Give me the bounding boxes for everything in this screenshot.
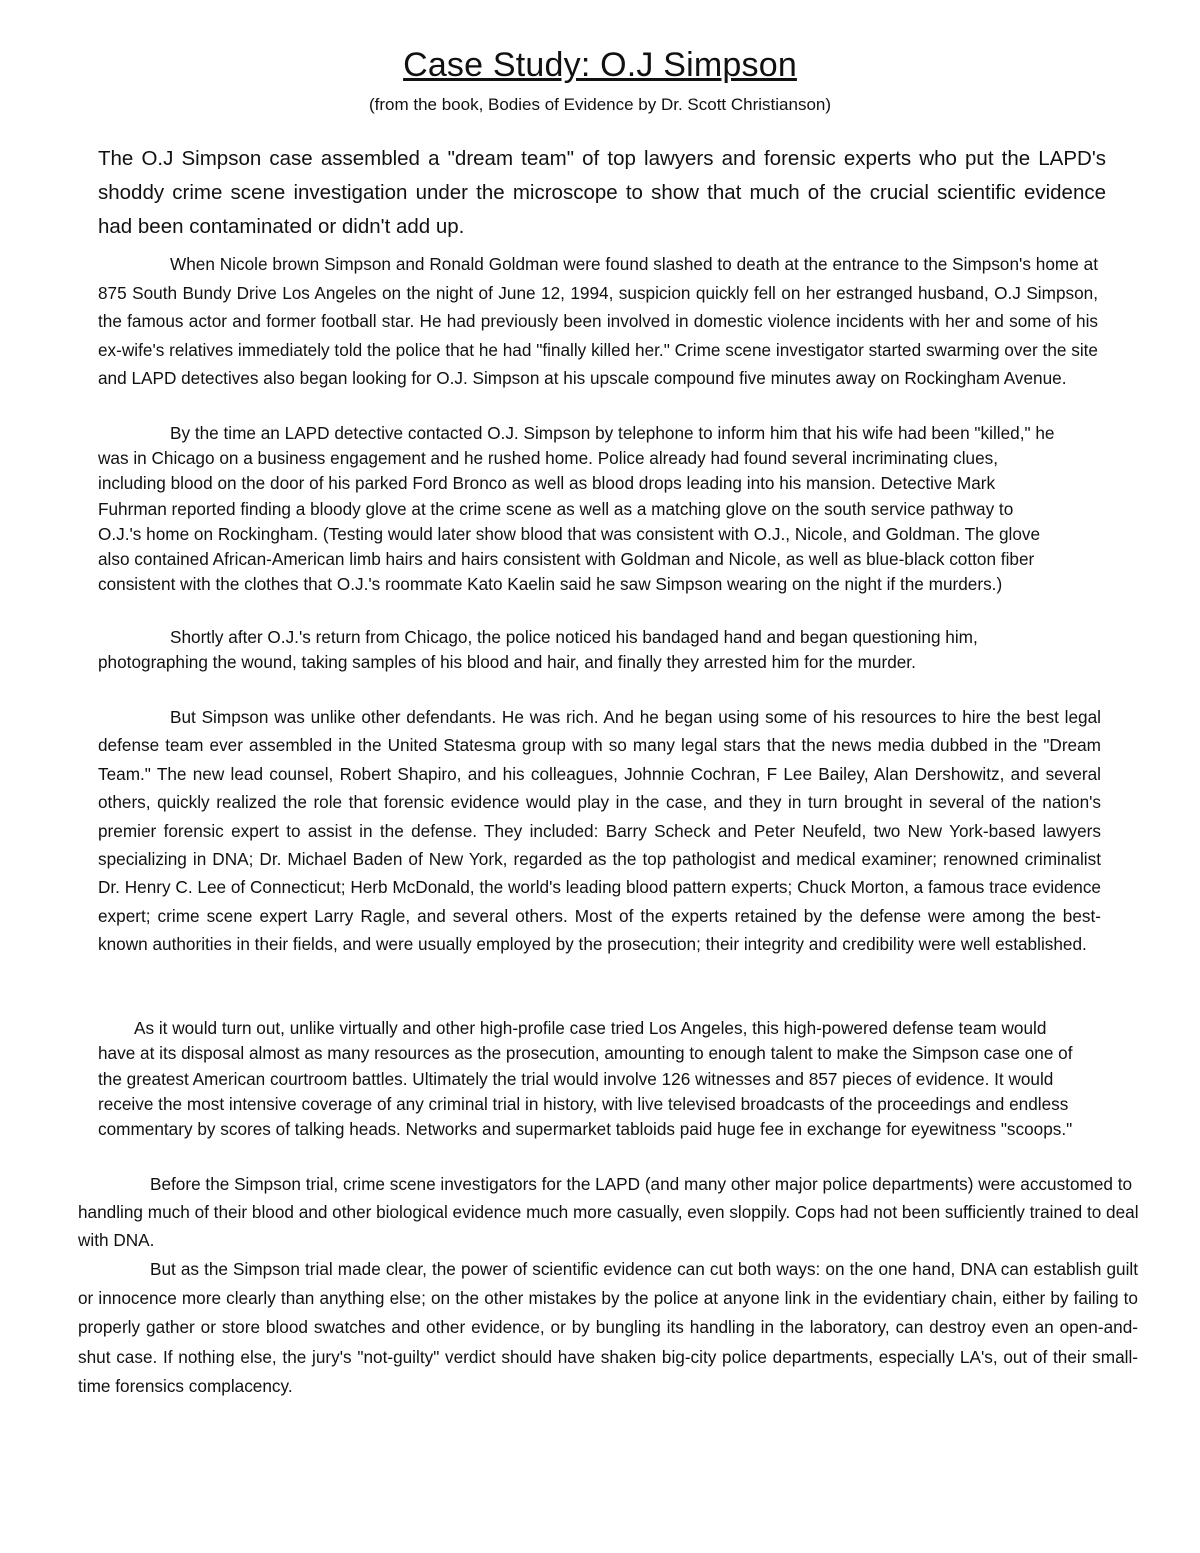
paragraph-text: Shortly after O.J.'s return from Chicago, the police noticed his bandaged hand and began questioning him, photographing the wound, taking samples of his blood and hair, and finally they arrested him for the murder.	[98, 627, 978, 672]
body-paragraph-6	[78, 1170, 1148, 1254]
page-title: Case Study: O.J Simpson	[403, 46, 797, 84]
body-paragraph-7	[78, 1255, 1138, 1401]
paragraph-text: When Nicole brown Simpson and Ronald Goldman were found slashed to death at the entrance to the Simpson's home at 875 South Bundy Drive Los Angeles on the night of June 12, 1994, suspicion quickly fell on her estranged husband, O.J Simpson, the famous actor and former football star. He had previously been involved in domestic violence incidents with her and some of his ex-wife's relatives immediately told the police that he had "finally killed her." Crime scene investigator started swarming over the site and LAPD detectives also began looking for O.J. Simpson at his upscale compound five minutes away on Rockingham Avenue.	[98, 254, 1098, 388]
paragraph-text: But as the Simpson trial made clear, the power of scientific evidence can cut both ways: on the one hand, DNA can establish guilt or innocence more clearly than anything else; on the other mistakes by the police at anyone link in the evidentiary chain, either by failing to properly gather or store blood swatches and other evidence, or by bungling its handling in the laboratory, can destroy even an open-and-shut case. If nothing else, the jury's "not-guilty" verdict should have shaken big-city police departments, especially LA's, out of their small-time forensics complacency.	[78, 1259, 1138, 1396]
body-paragraph-2	[98, 421, 1058, 597]
body-paragraph-5	[98, 1016, 1088, 1142]
page-subtitle: (from the book, Bodies of Evidence by Dr. Scott Christianson)	[368, 95, 832, 114]
paragraph-text: But Simpson was unlike other defendants. He was rich. And he began using some of his resources to hire the best legal defense team ever assembled in the United Statesma group with so many legal stars that the news media dubbed in the "Dream Team." The new lead counsel, Robert Shapiro, and his colleagues, Johnnie Cochran, F Lee Bailey, Alan Dershowitz, and several others, quickly realized the role that forensic evidence would play in the case, and they in turn brought in several of the nation's premier forensic expert to assist in the defense. They included: Barry Scheck and Peter Neufeld, two New York-based lawyers specializing in DNA; Dr. Michael Baden of New York, regarded as the top pathologist and medical examiner; renowned criminalist Dr. Henry C. Lee of Connecticut; Herb McDonald, the world's leading blood pattern experts; Chuck Morton, a famous trace evidence expert; crime scene expert Larry Ragle, and several others. Most of the experts retained by the defense were among the best-known authorities in their fields, and were usually employed by the prosecution; their integrity and credibility were well established.	[98, 707, 1101, 955]
paragraph-text: By the time an LAPD detective contacted O.J. Simpson by telephone to inform him that his wife had been "killed," he was in Chicago on a business engagement and he rushed home. Police already had found several incriminating clues, including blood on the door of his parked Ford Bronco as well as blood drops leading into his mansion. Detective Mark Fuhrman reported finding a bloody glove at the crime scene as well as a matching glove on the south service pathway to O.J.'s home on Rockingham. (Testing would later show blood that was consistent with O.J., Nicole, and Goldman. The glove also contained African-American limb hairs and hairs consistent with Goldman and Nicole, as well as blue-black cotton fiber consistent with the clothes that O.J.'s roommate Kato Kaelin said he saw Simpson wearing on the night if the murders.)	[98, 423, 1055, 595]
intro-paragraph: The O.J Simpson case assembled a "dream team" of top lawyers and forensic experts who put the LAPD's shoddy crime scene investigation under the microscope to show that much of the crucial scientific evidence had been contaminated or didn't add up.	[98, 147, 1106, 238]
body-paragraph-1	[98, 250, 1098, 393]
body-paragraph-4	[98, 703, 1101, 959]
paragraph-text: As it would turn out, unlike virtually and other high-profile case tried Los Angeles, this high-powered defense team would have at its disposal almost as many resources as the prosecution, amounting to enough talent to make the Simpson case one of the greatest American courtroom battles. Ultimately the trial would involve 126 witnesses and 857 pieces of evidence. It would receive the most intensive coverage of any criminal trial in history, with live televised broadcasts of the proceedings and endless commentary by scores of talking heads. Networks and supermarket tabloids paid huge fee in exchange for eyewitness "scoops."	[98, 1018, 1073, 1140]
paragraph-text: Before the Simpson trial, crime scene investigators for the LAPD (and many other major police departments) were accustomed to handling much of their blood and other biological evidence much more casually, even sloppily. Cops had not been sufficiently trained to deal with DNA.	[78, 1174, 1139, 1250]
body-paragraph-3	[98, 625, 1058, 675]
